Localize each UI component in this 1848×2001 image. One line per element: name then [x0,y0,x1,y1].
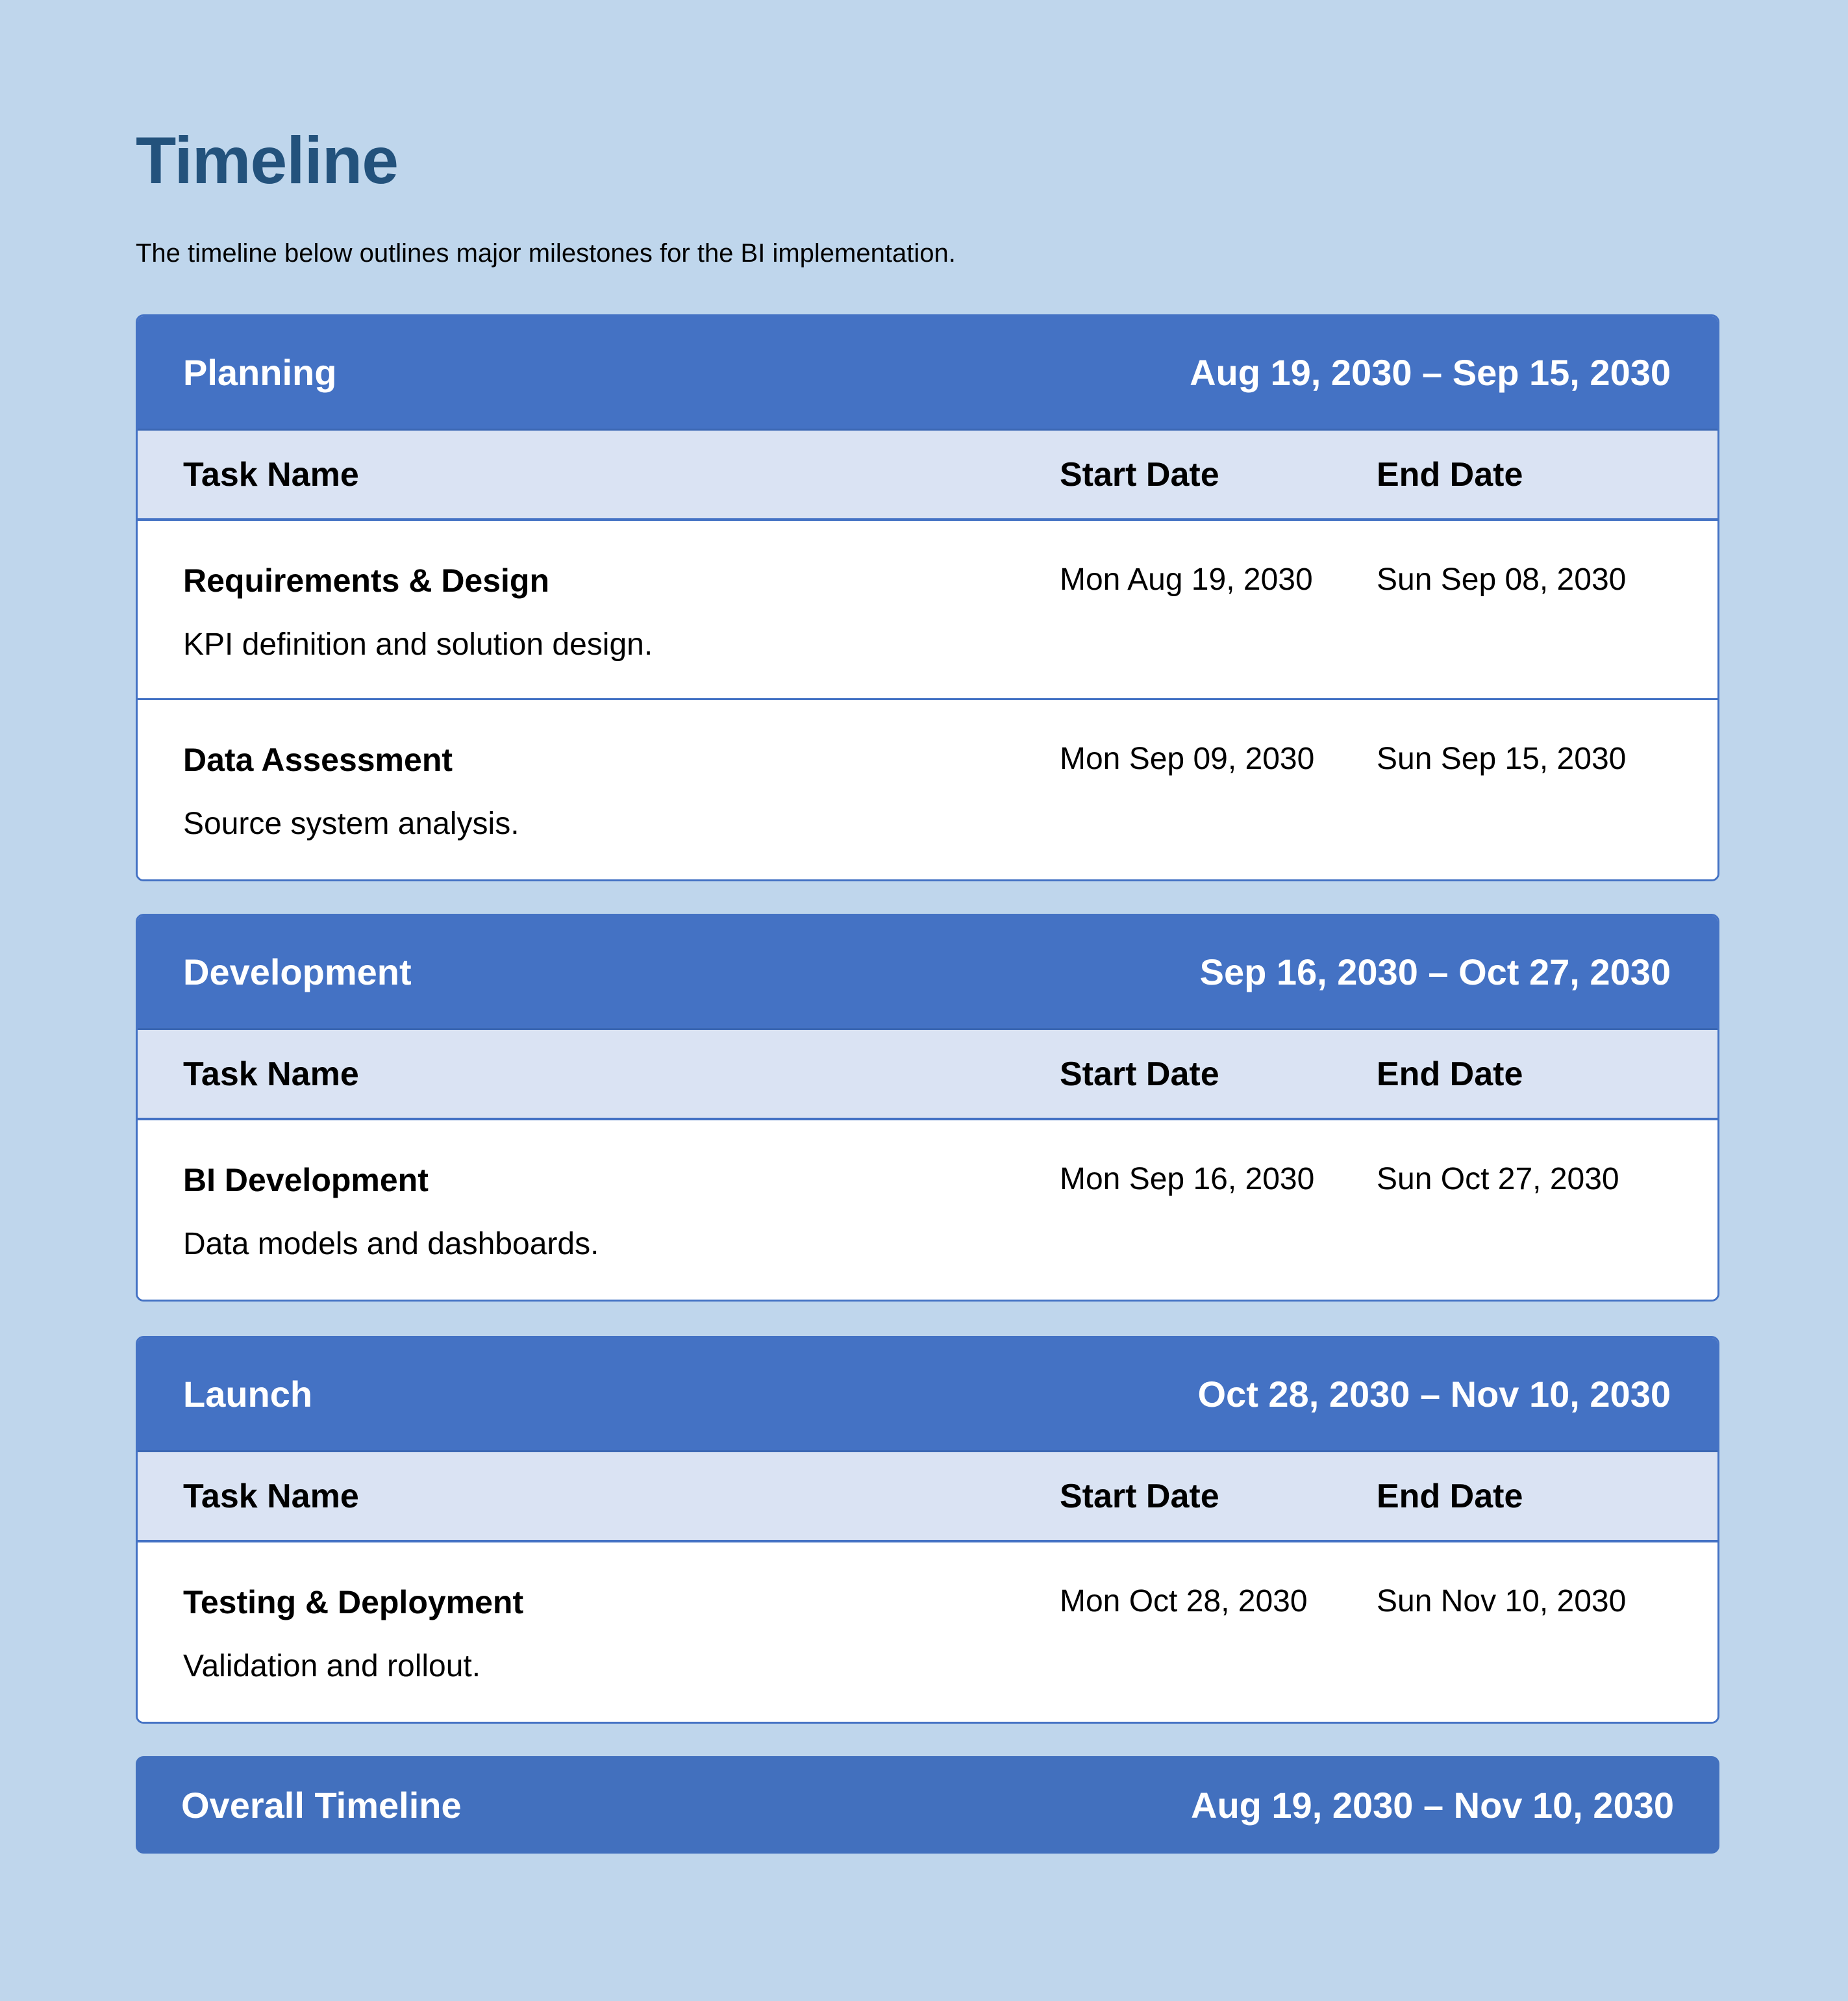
page-subtitle: The timeline below outlines major milestones for the BI implementation. [136,239,956,268]
phase-range: Oct 28, 2030 – Nov 10, 2030 [1197,1374,1671,1415]
task-end-date: Sun Nov 10, 2030 [1377,1584,1627,1618]
task-description: KPI definition and solution design. [183,627,653,662]
phase-header [138,1338,1717,1452]
task-start-date: Mon Sep 16, 2030 [1060,1162,1315,1196]
task-start-date: Mon Aug 19, 2030 [1060,562,1313,597]
phase-range: Aug 19, 2030 – Sep 15, 2030 [1190,352,1671,393]
column-header-task-name: Task Name [183,455,359,494]
task-description: Source system analysis. [183,807,519,841]
task-name: Testing & Deployment [183,1584,524,1620]
phase-name: Development [183,951,412,992]
task-row [138,1120,1717,1300]
page-title: Timeline [136,123,398,197]
task-end-date: Sun Sep 08, 2030 [1377,562,1627,597]
column-header-start-date: Start Date [1060,1055,1219,1093]
task-start-date: Mon Oct 28, 2030 [1060,1584,1308,1618]
column-header-row [138,1030,1717,1120]
phase-header [138,916,1717,1030]
task-name: BI Development [183,1162,429,1198]
phase-header [138,316,1717,431]
task-row [138,1542,1717,1722]
overall-timeline-bar [136,1756,1719,1854]
phase-card-planning [136,314,1719,881]
column-header-start-date: Start Date [1060,455,1219,494]
column-header-end-date: End Date [1377,455,1523,494]
task-end-date: Sun Oct 27, 2030 [1377,1162,1619,1196]
phase-name: Launch [183,1374,313,1415]
column-header-task-name: Task Name [183,1055,359,1093]
column-header-row [138,431,1717,521]
task-name: Requirements & Design [183,562,550,599]
column-header-task-name: Task Name [183,1477,359,1515]
task-end-date: Sun Sep 15, 2030 [1377,742,1627,776]
task-name: Data Assessment [183,742,453,778]
phase-card-launch [136,1336,1719,1724]
overall-timeline-label: Overall Timeline [181,1784,462,1826]
task-start-date: Mon Sep 09, 2030 [1060,742,1315,776]
column-header-start-date: Start Date [1060,1477,1219,1515]
task-description: Validation and rollout. [183,1649,481,1683]
task-description: Data models and dashboards. [183,1227,599,1261]
column-header-end-date: End Date [1377,1055,1523,1093]
column-header-row [138,1452,1717,1542]
task-row [138,521,1717,700]
phase-range: Sep 16, 2030 – Oct 27, 2030 [1199,951,1671,992]
task-row [138,700,1717,879]
overall-timeline-range: Aug 19, 2030 – Nov 10, 2030 [1191,1784,1674,1826]
column-header-end-date: End Date [1377,1477,1523,1515]
phase-card-development [136,914,1719,1302]
phase-name: Planning [183,352,337,393]
